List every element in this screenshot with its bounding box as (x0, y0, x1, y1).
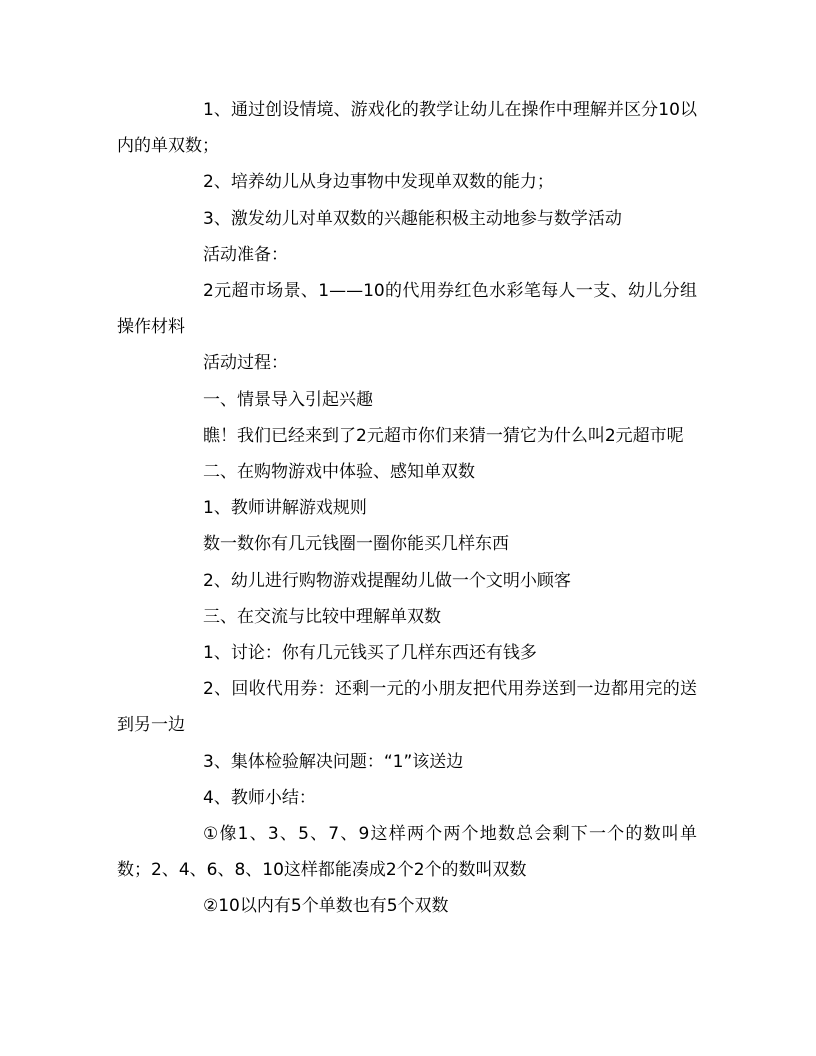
section-heading-2: 二、在购物游戏中体验、感知单双数 (203, 462, 475, 483)
paragraph-summary-heading: 4、教师小结： (203, 787, 316, 808)
paragraph-step-rules: 1、教师讲解游戏规则 (203, 498, 367, 519)
paragraph-summary-1: ①像1、3、5、7、9这样两个两个地数总会剩下一个的数叫单数；2、4、6、8、10这样都能凑成2个2个的数叫双数 (117, 824, 697, 881)
paragraph-collect-vouchers: 2、回收代用券：还剩一元的小朋友把代用券送到一边都用完的送到另一边 (117, 679, 697, 736)
paragraph-step-shopping: 2、幼儿进行购物游戏提醒幼儿做一个文明小顾客 (203, 570, 571, 591)
document-body (117, 92, 697, 925)
paragraph-objective-1: 1、通过创设情境、游戏化的教学让幼儿在操作中理解并区分10以内的单双数； (117, 100, 697, 157)
paragraph-group-check: 3、集体检验解决问题：“1”该送边 (203, 751, 464, 772)
heading-process: 活动过程： (203, 353, 288, 374)
section-heading-1: 一、情景导入引起兴趣 (203, 389, 373, 410)
section-heading-3: 三、在交流与比较中理解单双数 (203, 606, 441, 627)
paragraph-counting: 数一数你有几元钱圈一圈你能买几样东西 (203, 534, 509, 555)
heading-preparation: 活动准备： (203, 244, 288, 265)
paragraph-summary-2: ②10以内有5个单数也有5个双数 (203, 896, 449, 917)
paragraph-objective-3: 3、激发幼儿对单双数的兴趣能积极主动地参与数学活动 (203, 208, 622, 229)
paragraph-preparation: 2元超市场景、1——10的代用券红色水彩笔每人一支、幼儿分组操作材料 (117, 281, 697, 338)
paragraph-objective-2: 2、培养幼儿从身边事物中发现单双数的能力； (203, 172, 554, 193)
paragraph-intro: 瞧！我们已经来到了2元超市你们来猜一猜它为什么叫2元超市呢 (203, 425, 684, 446)
paragraph-discussion: 1、讨论：你有几元钱买了几样东西还有钱多 (203, 643, 537, 664)
